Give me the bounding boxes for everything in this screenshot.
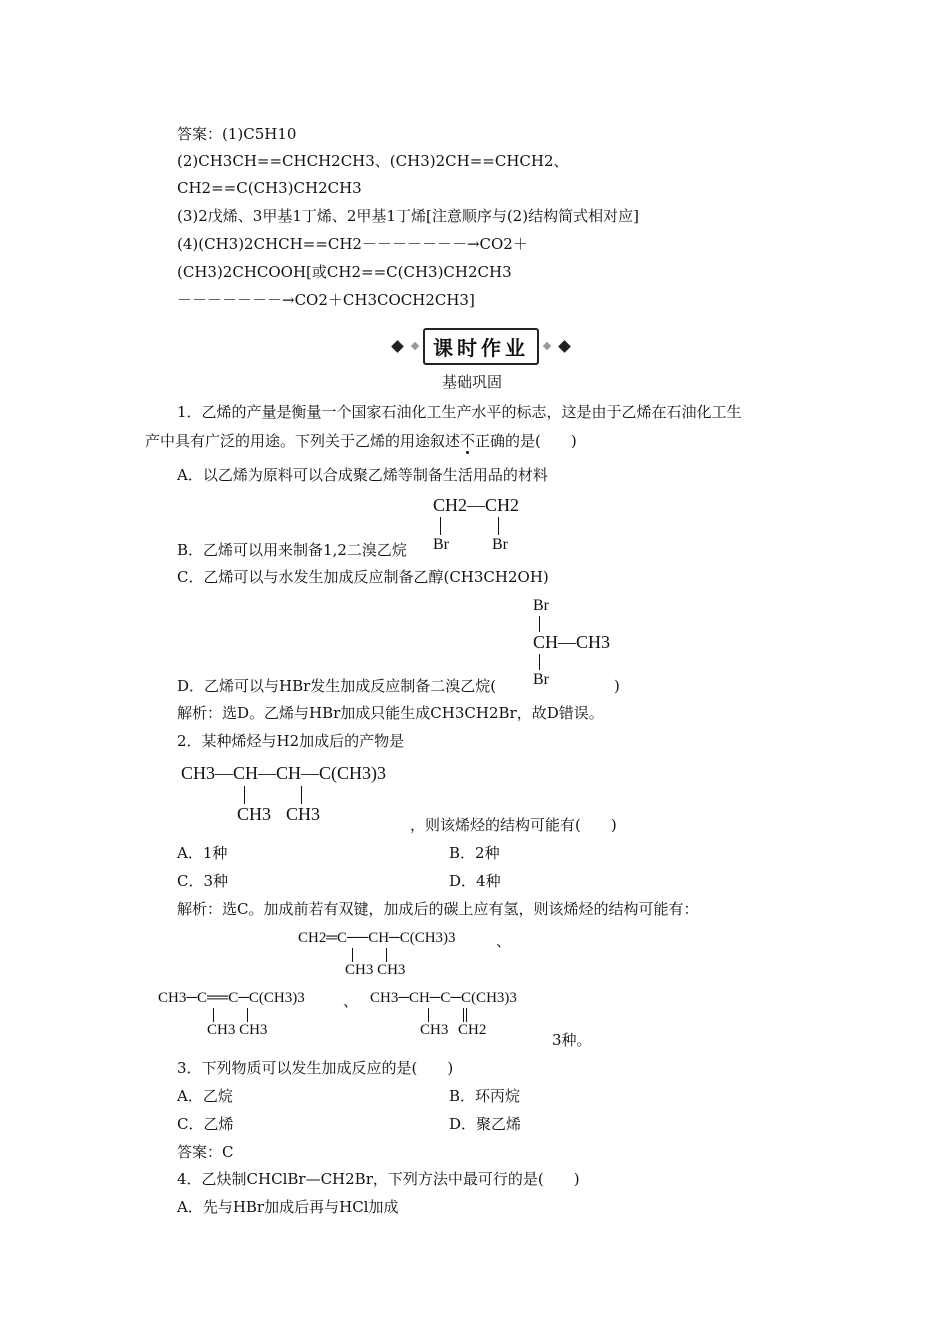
q2-structure-sub-2: CH3 [286, 804, 321, 824]
answer-line-6: (CH3)2CHCOOH[或CH2==C(CH3)CH2CH3 [177, 263, 512, 281]
q4-stem: 4．乙炔制CHClBr—CH2Br，下列方法中最可行的是( ) [177, 1170, 580, 1188]
bond-line [428, 1008, 429, 1022]
q2-candidate-2-separator: 、 [343, 994, 359, 1010]
diamond-icon [411, 342, 419, 350]
bond-line [213, 1008, 214, 1022]
q1-option-b: B．乙烯可以用来制备1,2二溴乙烷 [177, 541, 407, 559]
q2-candidate-3-sub-1: CH3 [420, 1022, 449, 1038]
section-subtitle: 基础巩固 [442, 373, 503, 391]
q1-structure-b-top: CH2—CH2 [433, 495, 520, 515]
answer-line-1: 答案：(1)C5H10 [177, 125, 297, 143]
q1-structure-d-bottom: Br [533, 671, 549, 688]
q3-answer: 答案：C [177, 1143, 234, 1161]
q2-candidate-3-sub-2: CH2 [458, 1022, 487, 1038]
q2-count: 3种。 [552, 1031, 592, 1049]
q3-option-b: B．环丙烷 [449, 1087, 521, 1105]
q3-stem: 3．下列物质可以发生加成反应的是( ) [177, 1059, 454, 1077]
q1-stem-emphasis: 不 [460, 432, 476, 450]
answer-line-7: －－－－－－－→CO2＋CH3COCH2CH3] [177, 291, 475, 309]
section-banner [388, 331, 574, 361]
q2-candidate-1-main: CH2═C──CH─C(CH3)3 [298, 930, 456, 946]
section-title: 课时作业 [423, 328, 539, 365]
q1-structure-d-top: Br [533, 597, 549, 614]
q2-option-b: B．2种 [449, 844, 500, 862]
diamond-icon [558, 340, 571, 353]
q2-stem: 2．某种烯烃与H2加成后的产物是 [177, 732, 405, 750]
bond-line [539, 654, 540, 670]
q1-structure-b-br2: Br [492, 536, 508, 553]
q1-stem-pre: 产中具有广泛的用途。下列关于乙烯的用途叙述 [145, 432, 461, 450]
q2-candidate-2-main: CH3─C══C─C(CH3)3 [158, 990, 305, 1006]
q1-option-d: D．乙烯可以与HBr发生加成反应制备二溴乙烷( [177, 677, 497, 695]
diamond-icon [543, 342, 551, 350]
q1-option-a: A．以乙烯为原料可以合成聚乙烯等制备生活用品的材料 [177, 466, 548, 484]
q1-option-d-end: ) [614, 677, 620, 695]
q1-option-c: C．乙烯可以与水发生加成反应制备乙醇(CH3CH2OH) [177, 568, 549, 586]
q2-structure-main: CH3—CH—CH—C(CH3)3 [181, 763, 387, 783]
q1-structure-d-mid: CH—CH3 [533, 632, 611, 652]
answer-line-2: (2)CH3CH==CHCH2CH3、(CH3)2CH==CHCH2、 [177, 152, 569, 170]
q1-stem-post: 正确的是( ) [475, 432, 577, 450]
bond-line [440, 517, 441, 535]
q1-solution: 解析：选D。乙烯与HBr加成只能生成CH3CH2Br，故D错误。 [177, 704, 604, 722]
q2-structure-sub-1: CH3 [237, 804, 272, 824]
bond-line [386, 948, 387, 962]
bond-line [352, 948, 353, 962]
q2-candidate-1-separator: 、 [496, 934, 512, 950]
q1-stem-line-1: 1．乙烯的产量是衡量一个国家石油化工生产水平的标志，这是由于乙烯在石油化工生 [177, 403, 742, 421]
q2-stem-tail: ，则该烯烃的结构可能有( ) [410, 816, 617, 834]
q3-option-d: D．聚乙烯 [449, 1115, 522, 1133]
bond-line [463, 1008, 464, 1022]
answer-line-3: CH2==C(CH3)CH2CH3 [177, 179, 362, 197]
bond-line [247, 1008, 248, 1022]
answer-line-5: (4)(CH3)2CHCH==CH2－－－－－－－→CO2＋ [177, 235, 528, 253]
q2-option-d: D．4种 [449, 872, 501, 890]
bond-line [498, 517, 499, 535]
q3-option-c: C．乙烯 [177, 1115, 234, 1133]
q2-option-a: A．1种 [177, 844, 228, 862]
q2-candidate-2-sub: CH3 CH3 [207, 1022, 268, 1038]
bond-line [244, 786, 245, 804]
q2-candidate-1-sub: CH3 CH3 [345, 962, 406, 978]
bond-line [301, 786, 302, 804]
bond-line [466, 1008, 467, 1022]
answer-line-4: (3)2戊烯、3甲基1丁烯、2甲基1丁烯[注意顺序与(2)结构简式相对应] [177, 207, 639, 225]
q2-candidate-3-main: CH3─CH─C─C(CH3)3 [370, 990, 517, 1006]
bond-line [539, 616, 540, 632]
q2-option-c: C．3种 [177, 872, 229, 890]
q2-solution: 解析：选C。加成前若有双键，加成后的碳上应有氢，则该烯烃的结构可能有： [177, 900, 699, 918]
q1-structure-b-br1: Br [433, 536, 449, 553]
diamond-icon [391, 340, 404, 353]
q1-stem-line-2 [145, 431, 577, 451]
q3-option-a: A．乙烷 [177, 1087, 233, 1105]
q4-option-a: A．先与HBr加成后再与HCl加成 [177, 1198, 399, 1216]
